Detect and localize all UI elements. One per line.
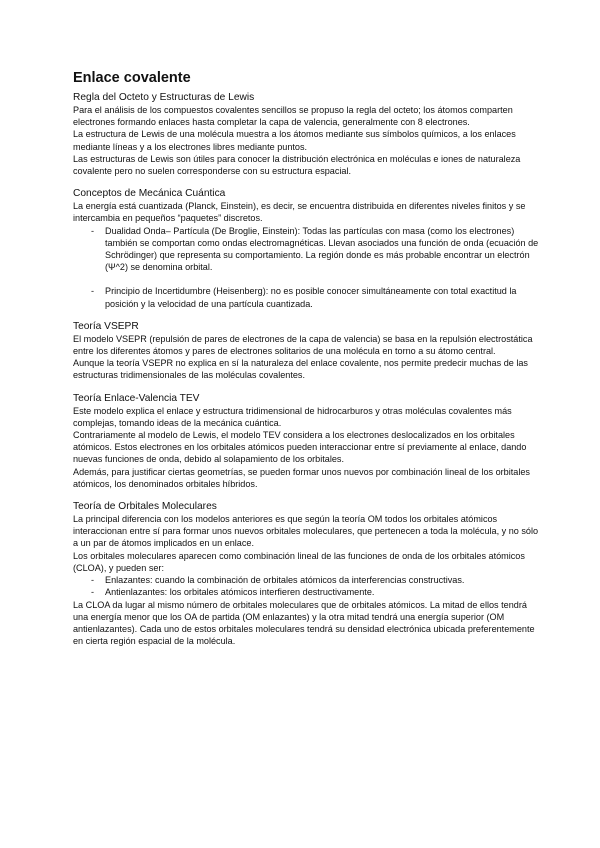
list-item: - Principio de Incertidumbre (Heisenberg): no es posible conocer simultáneamente con total exactitud la posición y la velocidad de una partícula cuantizada. [73, 285, 543, 309]
list-item: - Antienlazantes: los orbitales atómicos interfieren destructivamente. [73, 586, 543, 598]
paragraph: La principal diferencia con los modelos anteriores es que según la teoría OM todos los orbitales atómicos interaccionan entre sí para formar unos nuevos orbitales moleculares, que pertenecen a toda la molécula, y no sólo a un par de átomos implicados en un enlace. [73, 514, 539, 549]
paragraph: Este modelo explica el enlace y estructura tridimensional de hidrocarburos y otras moléculas covalentes más complejas, tomando ideas de la mecánica cuántica. [73, 405, 512, 428]
paragraph: La estructura de Lewis de una molécula muestra a los átomos mediante sus símbolos químicos, a los enlaces mediante líneas y a los electrones libres mediante puntos. [73, 129, 516, 152]
paragraph: Además, para justificar ciertas geometrías, se pueden formar unos nuevos por combinación lineal de los orbitales atómicos, los denominados orbitales híbridos. [73, 466, 530, 489]
paragraph: Aunque la teoría VSEPR no explica en sí la naturaleza del enlace covalente, nos permite predecir muchas de las estructuras tridimensionales de las moléculas covalentes. [73, 358, 528, 381]
section-heading-om: Teoría de Orbitales Moleculares [73, 501, 217, 513]
paragraph: Las estructuras de Lewis son útiles para conocer la distribución electrónica en moléculas e iones de naturaleza covalente pero no suelen corresponderse con su estructura espacial. [73, 153, 521, 177]
document-page [73, 70, 543, 647]
paragraph: Para el análisis de los compuestos covalentes sencillos se propuso la regla del octeto; los átomos comparten electrones formando enlaces hasta completar la capa de valencia, generalmente con 8 electrones. [73, 105, 513, 128]
document-title: Enlace covalente [73, 70, 191, 86]
section-heading-tev: Teoría Enlace-Valencia TEV [73, 392, 200, 404]
bullet-list [73, 225, 543, 310]
section-heading-quantum: Conceptos de Mecánica Cuántica [73, 188, 226, 200]
section-heading-lewis: Regla del Octeto y Estructuras de Lewis [73, 92, 255, 103]
bullet-list [73, 574, 543, 598]
paragraph: Contrariamente al modelo de Lewis, el modelo TEV considera a los electrones deslocalizados en los orbitales atómicos. Estos electrones en los orbitales atómicos pueden interaccionar entre sí previamente al enlace, dando nuevas funciones de onda, debido al solapamiento de los orbitales. [73, 430, 527, 465]
section-heading-vsepr: Teoría VSEPR [73, 320, 139, 332]
list-item: - Enlazantes: cuando la combinación de orbitales atómicos da interferencias constructivas. [73, 574, 543, 586]
paragraph: La energía está cuantizada (Planck, Einstein), es decir, se encuentra distribuida en diferentes niveles finitos y se intercambia en pequeños “paquetes” discretos. [73, 201, 526, 224]
list-item: - Dualidad Onda– Partícula (De Broglie, Einstein): Todas las partículas con masa (como los electrones) también se comportan como ondas electromagnéticas. Llevan asociados una función de onda (ecuación de Schrödinger) que representa su comportamiento. La región donde es más probable encontrar un electrón (Ψ^2) se denomina orbital. [73, 225, 543, 274]
paragraph: El modelo VSEPR (repulsión de pares de electrones de la capa de valencia) se basa en la repulsión electrostática entre los diferentes átomos y pares de electrones solitarios de una molécula en torno a su átomo central. [73, 333, 533, 357]
paragraph: Los orbitales moleculares aparecen como combinación lineal de las funciones de onda de los orbitales atómicos (CLOA), y pueden ser: [73, 550, 525, 573]
paragraph: La CLOA da lugar al mismo número de orbitales moleculares que de orbitales atómicos. La mitad de ellos tendrá una energía menor que los OA de partida (OM enlazantes) y la otra mitad tendrá una energía superior (OM antienlazantes). Cada uno de estos orbitales moleculares tendrá su densidad electrónica ubicada preferentemente en cierta región espacial de la molécula. [73, 599, 535, 647]
